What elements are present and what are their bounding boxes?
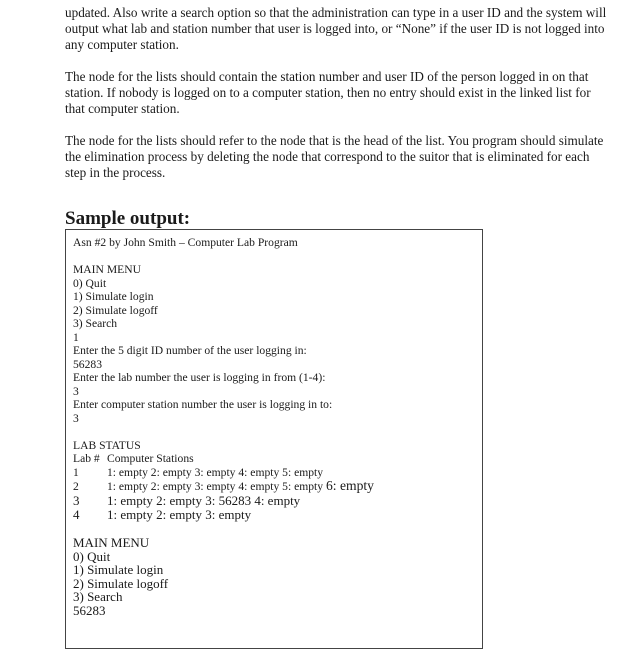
column-lab: Lab #: [73, 452, 100, 465]
menu-item-search: 3) Search: [73, 317, 118, 330]
lab-row: [73, 466, 476, 480]
main-menu-header: MAIN MENU: [73, 535, 150, 550]
lab-status-columns: [73, 452, 476, 466]
sample-output-box: [65, 229, 483, 649]
lab-number: 4: [73, 507, 80, 522]
sample-output-heading: Sample output:: [65, 208, 191, 229]
prompt-lab-number: Enter the lab number the user is logging in from (1-4):: [73, 371, 326, 384]
menu-item-quit: 0) Quit: [73, 276, 107, 290]
lab-stations: 1: empty 2: empty 3: empty: [107, 507, 252, 522]
lab-stations-extra: 6: empty: [325, 478, 374, 493]
lab-number: 3: [73, 492, 80, 508]
lab-status-header: LAB STATUS: [73, 438, 141, 452]
main-menu-header: MAIN MENU: [73, 263, 141, 276]
program-title: Asn #2 by John Smith – Computer Lab Program: [73, 236, 298, 249]
menu-item-login: 1) Simulate login: [73, 290, 154, 303]
menu-item-login: 1) Simulate login: [73, 562, 164, 577]
console-output: [73, 236, 476, 617]
lab-row: [73, 494, 476, 509]
lab-row: [73, 479, 476, 494]
lab-number: 1: [73, 465, 79, 479]
lab-stations: 1: empty 2: empty 3: empty 4: empty 5: empty: [107, 480, 324, 493]
lab-number: 2: [73, 480, 79, 493]
paragraph-node-reference: The node for the lists should refer to the node that is the head of the list. You program should simulate the elimination process by deleting the node that correspond to the suitor that is eliminated for each step in the process.: [65, 133, 604, 181]
input-lab-number: 3: [73, 384, 79, 398]
menu-choice: 1: [73, 330, 79, 344]
menu-item-quit: 0) Quit: [73, 548, 111, 564]
menu-choice: 56283: [73, 602, 106, 618]
column-stations: Computer Stations: [107, 452, 194, 465]
prompt-user-id: Enter the 5 digit ID number of the user logging in:: [73, 344, 307, 357]
prompt-station-number: Enter computer station number the user is logging in to:: [73, 398, 333, 411]
input-user-id: 56283: [73, 357, 102, 371]
lab-stations: 1: empty 2: empty 3: 56283 4: empty: [107, 492, 301, 508]
menu-item-search: 3) Search: [73, 589, 123, 604]
menu-item-logoff: 2) Simulate logoff: [73, 575, 169, 591]
paragraph-node-content: The node for the lists should contain the station number and user ID of the person logged in on that station. If nobody is logged on to a computer station, then no entry should exist in the linked list for that computer station.: [65, 69, 591, 117]
lab-row: [73, 508, 476, 523]
menu-item-logoff: 2) Simulate logoff: [73, 303, 158, 317]
input-station-number: 3: [73, 411, 79, 425]
lab-stations: 1: empty 2: empty 3: empty 4: empty 5: empty: [107, 465, 324, 479]
paragraph-intro: updated. Also write a search option so that the administration can type in a user ID and the system will output what lab and station number that user is logged into, or “None” if the user ID is not logged into any computer station.: [65, 5, 607, 53]
